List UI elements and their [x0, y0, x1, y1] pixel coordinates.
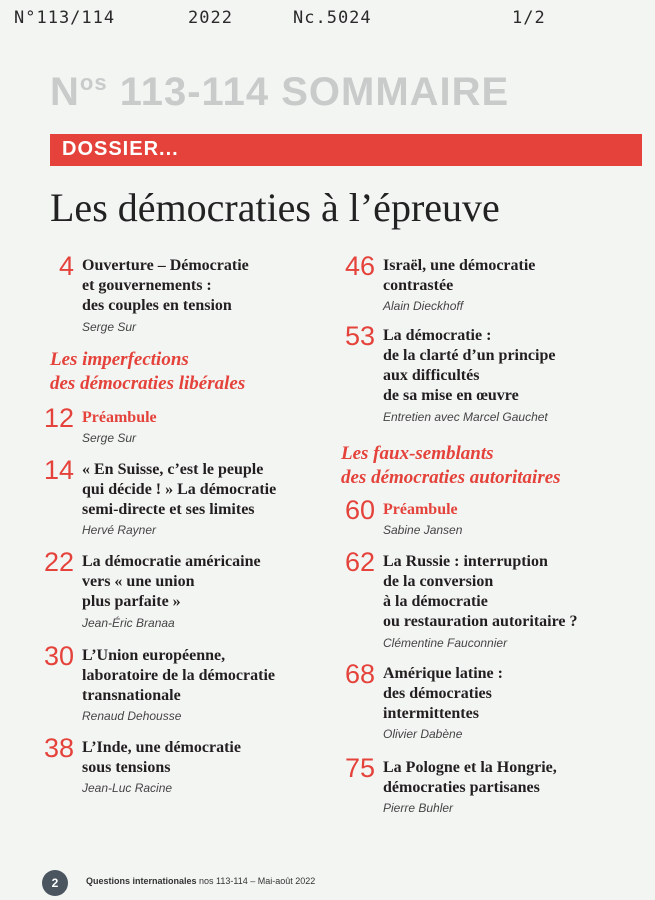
header-prefix-sup: os [79, 70, 108, 95]
page-number: 75 [345, 753, 376, 783]
footer-page-number: 2 [42, 870, 68, 896]
handwritten-issue-note: N°113/114 [14, 8, 116, 28]
entry-title: Ouverture – Démocratie et gouvernements : des couples en tension [82, 257, 249, 314]
dossier-band [50, 134, 642, 166]
page-number: 12 [44, 403, 75, 433]
page-number: 60 [345, 495, 376, 525]
entry-title: L’Union européenne, laboratoire de la démocratie transnationale [82, 647, 275, 704]
entry-author: Alain Dieckhoff [383, 299, 464, 313]
page-number: 14 [44, 455, 75, 485]
section-heading-faux-semblants: Les faux-semblants des démocraties autoritaires [341, 443, 561, 488]
page-number: 68 [345, 659, 376, 689]
entry-title: La démocratie : de la clarté d’un principe aux difficultés de sa mise en œuvre [383, 327, 556, 404]
entry-author: Sabine Jansen [383, 523, 463, 537]
entry-title: La démocratie américaine vers « une union plus parfaite » [82, 553, 261, 610]
section-heading-imperfections: Les imperfections des démocraties libérales [50, 349, 246, 394]
entry-title: Préambule [82, 409, 157, 426]
journal-issue: nos 113-114 – Mai-août 2022 [199, 876, 316, 886]
entry-author: Clémentine Fauconnier [383, 636, 508, 650]
entry-author: Olivier Dabène [383, 727, 463, 741]
entry-author: Jean-Luc Racine [82, 781, 173, 795]
entry-author: Pierre Buhler [383, 801, 454, 815]
handwritten-year-note: 2022 [188, 8, 233, 28]
page-number: 30 [44, 641, 75, 671]
page-header [50, 70, 509, 115]
page-number: 53 [345, 321, 376, 351]
header-title: 113-114 SOMMAIRE [119, 70, 510, 114]
entry-author: Serge Sur [82, 431, 137, 445]
handwritten-ref-note: Nc.5024 [293, 8, 372, 28]
page-number: 22 [44, 547, 75, 577]
page-number: 38 [44, 733, 75, 763]
entry-title: L’Inde, une démocratie sous tensions [82, 739, 241, 776]
entry-author: Renaud Dehousse [82, 709, 182, 723]
page-number: 46 [345, 251, 376, 281]
handwritten-page-note: 1/2 [512, 8, 546, 28]
page-number: 4 [58, 251, 74, 281]
main-title: Les démocraties à l’épreuve [50, 185, 500, 230]
entry-title: La Russie : interruption de la conversion à la démocratie ou restauration autoritaire ? [383, 553, 578, 630]
entry-title: Préambule [383, 501, 458, 518]
entry-title: Israël, une démocratie contrastée [383, 257, 536, 294]
footer-journal [86, 876, 315, 886]
dossier-label: DOSSIER... [62, 138, 179, 160]
entry-author: Hervé Rayner [82, 523, 157, 537]
entry-title: « En Suisse, c’est le peuple qui décide ! » La démocratie semi-directe et ses limites [82, 461, 277, 518]
entry-author: Serge Sur [82, 320, 137, 334]
entry-author: Entretien avec Marcel Gauchet [383, 410, 548, 424]
entry-title: La Pologne et la Hongrie, démocraties partisanes [383, 759, 557, 796]
journal-name: Questions internationales [86, 876, 197, 886]
page-number: 62 [345, 547, 376, 577]
header-prefix: N [50, 70, 80, 114]
entry-author: Jean-Éric Branaa [82, 616, 175, 630]
entry-title: Amérique latine : des démocraties intermittentes [383, 665, 503, 722]
